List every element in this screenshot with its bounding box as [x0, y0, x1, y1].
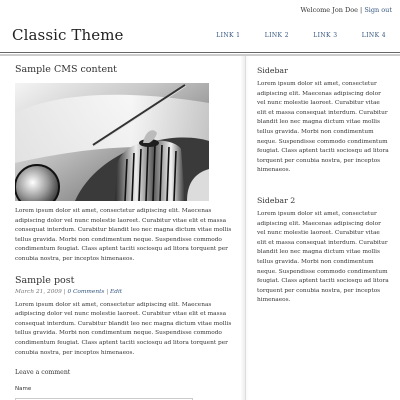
vintage-car-photo: [15, 83, 209, 201]
header-rule-shadow: [0, 54, 400, 56]
header-rule: [0, 52, 400, 53]
main-nav: [194, 32, 386, 39]
welcome-text: Welcome Jon Doe: [300, 6, 358, 14]
edit-link[interactable]: Edit: [110, 288, 123, 295]
widget-title: Sidebar: [257, 66, 288, 75]
site-title[interactable]: Classic Theme: [12, 26, 124, 44]
name-field-label: Name: [15, 386, 32, 393]
top-bar: [0, 0, 400, 20]
widget-title-2: Sidebar 2: [257, 195, 296, 205]
post-meta-separator: |: [63, 288, 66, 295]
car-grille-image: [15, 83, 209, 201]
post-meta: [15, 289, 233, 295]
sidebar-widget: [257, 66, 389, 176]
sidebar-divider: [245, 56, 246, 400]
post-title: Sample CMS content: [15, 64, 117, 75]
nav-link-1[interactable]: LINK 1: [216, 32, 241, 39]
widget-text-2: Lorem ipsum dolor sit amet, consectetur adipiscing elit. Maecenas adipiscing dolor vel nunc molestie laoreet. Curabitur vitae elit et massa consequat interdum. Curabitur blandit leo nec magna dictum vitae mollis tellus gravida. Morbi non condimentum neque. Suspendisse commodo condimentum feugiat. Class aptent taciti sociosqu ad litora torquent per conubia nostra, per inceptos himenaeos.: [257, 210, 389, 304]
main-content: [15, 64, 233, 400]
nav-link-2[interactable]: LINK 2: [264, 32, 289, 39]
nav-link-4[interactable]: LINK 4: [361, 32, 386, 39]
nav-link-3[interactable]: LINK 3: [313, 32, 338, 39]
comments-link[interactable]: 0 Comments: [67, 288, 105, 295]
user-links: [301, 6, 392, 14]
post-meta-separator-2: |: [106, 288, 109, 295]
site-header: [0, 20, 400, 52]
widget-text: Lorem ipsum dolor sit amet, consectetur adipiscing elit. Maecenas adipiscing dolor vel nunc molestie laoreet. Curabitur vitae elit et massa consequat interdum. Curabitur blandit leo nec magna dictum vitae mollis tellus gravida. Morbi non condimentum neque. Suspendisse commodo condimentum feugiat. Class aptent taciti sociosqu ad litora torquent per conubia nostra, per inceptos himenaeos.: [257, 81, 389, 174]
post-body-sample-post: Lorem ipsum dolor sit amet, consectetur adipiscing elit. Maecenas adipiscing dolor vel nunc molestie laoreet. Curabitur vitae elit et massa consequat interdum. Curabitur blandit leo nec magna dictum vitae mollis tellus gravida. Morbi non condimentum neque. Suspendisse commodo condimentum feugiat. Class aptent taciti sociosqu ad litora torquent per conubia nostra, per inceptos himenaeos.: [15, 301, 232, 356]
post-body: Lorem ipsum dolor sit amet, consectetur adipiscing elit. Maecenas adipiscing dolor vel nunc molestie laoreet. Curabitur vitae elit et massa consequat interdum. Curabitur blandit leo nec magna dictum vitae mollis tellus gravida. Morbi non condimentum neque. Suspendisse commodo condimentum feugiat. Class aptent taciti sociosqu ad litora torquent per conubia nostra, per inceptos himenaeos.: [15, 208, 232, 262]
post-title-sample-post[interactable]: Sample post: [15, 274, 75, 286]
post-date: March 21, 2009: [15, 288, 62, 295]
sidebar: [257, 66, 389, 306]
user-links-separator: |: [360, 6, 363, 14]
comment-form-heading: Leave a comment: [15, 369, 71, 377]
sign-out-link[interactable]: Sign out: [364, 6, 392, 14]
sidebar-widget-2: [257, 196, 389, 306]
